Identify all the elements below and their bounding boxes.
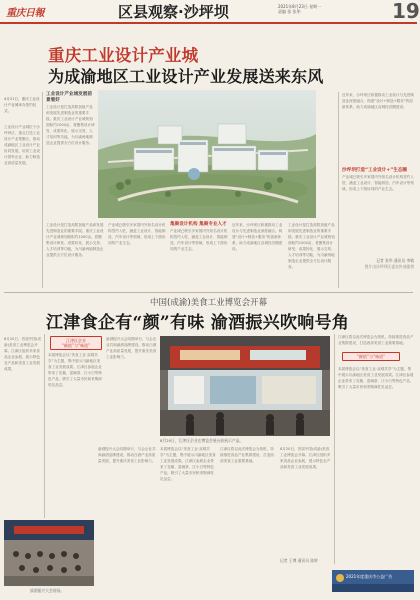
article1-body-a: 工业设计是打造高附加值产品和发展先进制造业的重要手段。重庆工业设计产业城规划面积约1000亩，将聚集设计研发、成果转化、展示交易、人才培训等功能，为川渝两地制造企业提供全方位设计服务。 [46, 105, 95, 145]
column-divider [42, 92, 43, 288]
article2-lower-col4: 8月20日，首届中国(成渝)美食工业博览会开幕。江津区组织多家食品企业参展，展示特色农产品和美食工业发展成果。 [280, 447, 331, 469]
article1-subhead-a: 工业设计产业城发展前景看好 [46, 92, 92, 103]
article1-photo-credit: 图片由沙坪坝区委宣传部提供 [364, 264, 414, 269]
conference-image [4, 520, 94, 586]
article1-lower-col4: 近年来，沙坪坝区积极推动工业设计与先进制造业深度融合，构建“设计+制造+服务”的创新体系，助力成渝地区双城经济圈建设。 [232, 223, 283, 251]
story-separator [4, 292, 413, 293]
article1-body-b: 产业城已吸引多家国内外知名设计机构签约入驻，涵盖工业设计、智能制造、汽车设计等领域，形成上下游协同的产业生态。 [170, 229, 228, 251]
article1-subhead-b: 集聚设计机构 集聚专业人才 [170, 222, 227, 227]
article2-byline: 记者 王博 通讯员 陈婷 [280, 558, 318, 563]
article2-left-column: 8月20日，首届中国(成渝)美食工业博览会开幕。江津区组织多家食品企业参展，展示特色农产品和美食工业发展成果。 [4, 337, 42, 371]
article1-body-b-right: 产业城已吸引多家国内外知名设计机构签约入驻，涵盖工业设计、智能制造、汽车设计等领域，形成上下游协同的产业生态。 [342, 175, 414, 191]
article1-lower-col3 [170, 222, 228, 288]
pill-right-text-2: “颜值”与“味道” [356, 354, 386, 359]
public-service-ad [332, 570, 414, 592]
article1-left-intro: 4月21日，重庆工业设计产业城举办签约仪式。 [4, 97, 40, 113]
article1-subhead-c: 沙坪坝打造“工业设计+”生态圈 [342, 168, 408, 173]
article2-subhead-pill-left [50, 336, 102, 350]
pill-right-text: “颜值”与“味道” [61, 343, 91, 348]
page-number: 19 [392, 0, 420, 23]
dateline [278, 4, 388, 14]
ad-text: 2021年度重庆市公益广告 [346, 574, 393, 579]
expo-photo-caption: 8月20日，江津区企业在博览会展台前展示产品。 [160, 438, 244, 443]
liquor-conference-photo [4, 520, 94, 586]
article2-col2: 渝酒振兴大会同期举行，与会企业共商渝酒品牌建设，推动白酒产业高质量发展，提升重庆美食工业影响力。 [106, 337, 157, 359]
column-divider [338, 92, 339, 288]
article1-body-c-top: 近年来，沙坪坝区积极推动工业设计与先进制造业深度融合，构建“设计+制造+服务”的创新体系，助力成渝地区双城经济圈建设。 [342, 93, 414, 109]
newspaper-logo: 重庆日報 [6, 8, 44, 19]
date-text: 2021年8月23日 星期一 [278, 4, 322, 9]
article2-kicker: 中国(成渝)美食工业博览会开幕 [150, 298, 268, 308]
industrial-park-rendering-photo [98, 90, 316, 218]
pill-left-text: 江津区企业 [66, 338, 86, 343]
article1-title-line2: 为成渝地区工业设计产业发展送来东风 [48, 67, 324, 86]
article2-right-top: 江津区将以此次博览会为契机，持续推进食品产业集群建设，打造西部美食工业重要基地。 [338, 335, 414, 345]
expo-booth-photo [160, 336, 330, 436]
article2-lower-col1: 渝酒振兴大会同期举行，与会企业共商渝酒品牌建设，推动白酒产业高质量发展，提升重庆美食工业影响力。 [98, 447, 156, 463]
column-divider [334, 334, 335, 564]
article1-title-line1: 重庆工业设计产业城 [48, 46, 199, 65]
article2-col1: 本届博览会以“美食工业·双城共享”为主题，集中展示川渝地区美食工业发展成果。江津区参展企业带来了花椒、富硒茶、江小白等特色产品，吸引了大量市民和采购商驻足品尝。 [48, 353, 102, 387]
article1-lower-col1: 工业设计是打造高附加值产品和发展先进制造业的重要手段。重庆工业设计产业城规划面积约1000亩，将聚集设计研发、成果转化、展示交易、人才培训等功能，为川渝两地制造企业提供全方位设计服务。 [46, 223, 104, 257]
article2-subhead-pill-right [342, 352, 400, 361]
article1-byline: 记者 张华 通讯员 李敏 [376, 258, 414, 263]
article2-right-column: 本届博览会以“美食工业·双城共享”为主题，集中展示川渝地区美食工业发展成果。江津区参展企业带来了花椒、富硒茶、江小白等特色产品，吸引了大量市民和采购商驻足品尝。 [338, 367, 414, 389]
article1-column-a [46, 92, 96, 220]
article1-right-column [342, 92, 414, 288]
article2-lower-col2: 本届博览会以“美食工业·双城共享”为主题，集中展示川渝地区美食工业发展成果。江津区参展企业带来了花椒、富硒茶、江小白等特色产品，吸引了大量市民和采购商驻足品尝。 [160, 447, 216, 481]
editor-info: 责编 张 张华 [278, 9, 301, 14]
article1-left-body: 工业设计产业城位于沙坪坝区，重点打造工业设计产业集聚区，推动成渝地区工业设计产业协同发展，培育工业设计领军企业，助力制造业高质量发展。 [4, 125, 40, 165]
article1-lower-col5: 工业设计是打造高附加值产品和发展先进制造业的重要手段。重庆工业设计产业城规划面积约1000亩，将聚集设计研发、成果转化、展示交易、人才培训等功能，为川渝两地制造企业提供全方位设计服务。 [288, 223, 335, 269]
article2-lower-col3: 江津区将以此次博览会为契机，持续推进食品产业集群建设，打造西部美食工业重要基地。 [220, 447, 274, 463]
column-divider [44, 334, 45, 518]
section-title: 区县观察·沙坪坝 [118, 3, 229, 21]
industrial-park-rendering [98, 90, 316, 218]
article1-lower-col2: 产业城已吸引多家国内外知名设计机构签约入驻，涵盖工业设计、智能制造、汽车设计等领域，形成上下游协同的产业生态。 [108, 223, 166, 245]
conference-photo-caption: 渝酒振兴大会现场。 [30, 588, 65, 593]
article2-title: 江津食企有“颜”有味 渝酒振兴吹响号角 [46, 313, 350, 333]
expo-booth-image [160, 336, 330, 436]
